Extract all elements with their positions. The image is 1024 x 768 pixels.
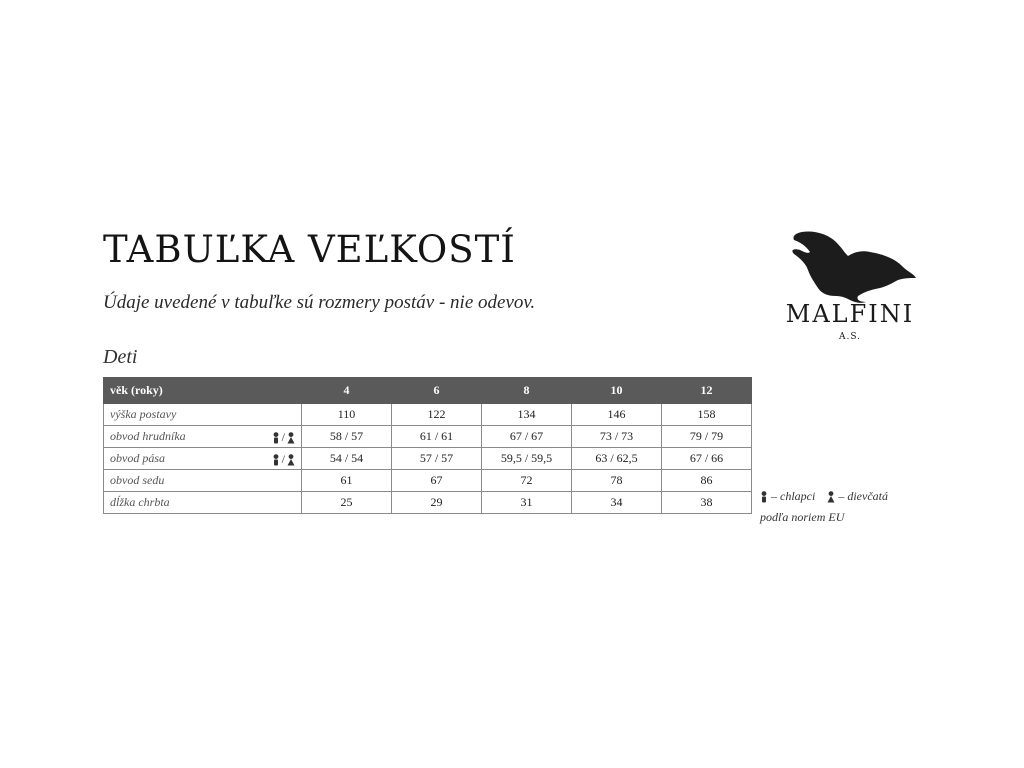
page-subtitle: Údaje uvedené v tabuľke sú rozmery postáv - nie odevov. [103,292,536,313]
header-age-4: 4 [302,378,392,404]
boy-icon [272,432,280,444]
header-age-12: 12 [662,378,752,404]
legend-boys: – chlapci [771,489,816,503]
row-label-text: obvod hrudníka [110,429,186,443]
table-cell: 59,5 / 59,5 [482,448,572,470]
boy-icon [272,454,280,466]
row-label [104,426,302,448]
table-cell: 78 [572,470,662,492]
table-cell: 67 / 67 [482,426,572,448]
table-cell: 61 / 61 [392,426,482,448]
table-cell: 72 [482,470,572,492]
table-cell: 158 [662,404,752,426]
legend-girls: – dievčatá [838,489,888,503]
girl-icon [287,432,295,444]
table-row [104,492,752,514]
table-cell: 122 [392,404,482,426]
table-cell: 29 [392,492,482,514]
row-label [104,492,302,514]
row-label-text: výška postavy [110,407,177,421]
section-label: Deti [103,346,138,368]
table-cell: 73 / 73 [572,426,662,448]
size-table [103,377,752,514]
legend [760,486,888,528]
table-cell: 86 [662,470,752,492]
table-row [104,404,752,426]
gender-icons [272,452,295,467]
legend-norm: podľa noriem EU [760,510,845,524]
table-cell: 79 / 79 [662,426,752,448]
header-age-10: 10 [572,378,662,404]
girl-icon [287,454,295,466]
page-title: TABUĽKA VEĽKOSTÍ [103,228,516,271]
table-cell: 34 [572,492,662,514]
table-cell: 67 [392,470,482,492]
gender-separator: / [281,430,285,444]
table-cell: 38 [662,492,752,514]
row-label [104,448,302,470]
table-cell: 110 [302,404,392,426]
row-label [104,404,302,426]
table-cell: 31 [482,492,572,514]
table-row [104,448,752,470]
row-label-text: obvod sedu [110,473,165,487]
eagle-logo-icon [770,222,930,347]
brand-suffix: A.S. [838,332,862,342]
row-label [104,470,302,492]
table-cell: 67 / 66 [662,448,752,470]
table-row [104,470,752,492]
table-header-row [104,378,752,404]
table-cell: 57 / 57 [392,448,482,470]
table-cell: 61 [302,470,392,492]
row-label-text: dĺžka chrbta [110,495,170,509]
table-cell: 58 / 57 [302,426,392,448]
header-age-8: 8 [482,378,572,404]
legend-gender-row [760,486,888,507]
table-cell: 134 [482,404,572,426]
header-age: věk (roky) [104,378,302,404]
gender-icons [272,430,295,445]
table-cell: 54 / 54 [302,448,392,470]
table-cell: 25 [302,492,392,514]
gender-separator: / [281,452,285,466]
boy-icon [760,491,768,503]
table-cell: 63 / 62,5 [572,448,662,470]
table-row [104,426,752,448]
brand-name: MALFINI [785,300,915,328]
girl-icon [827,491,835,503]
header-age-6: 6 [392,378,482,404]
table-cell: 146 [572,404,662,426]
row-label-text: obvod pása [110,451,165,465]
